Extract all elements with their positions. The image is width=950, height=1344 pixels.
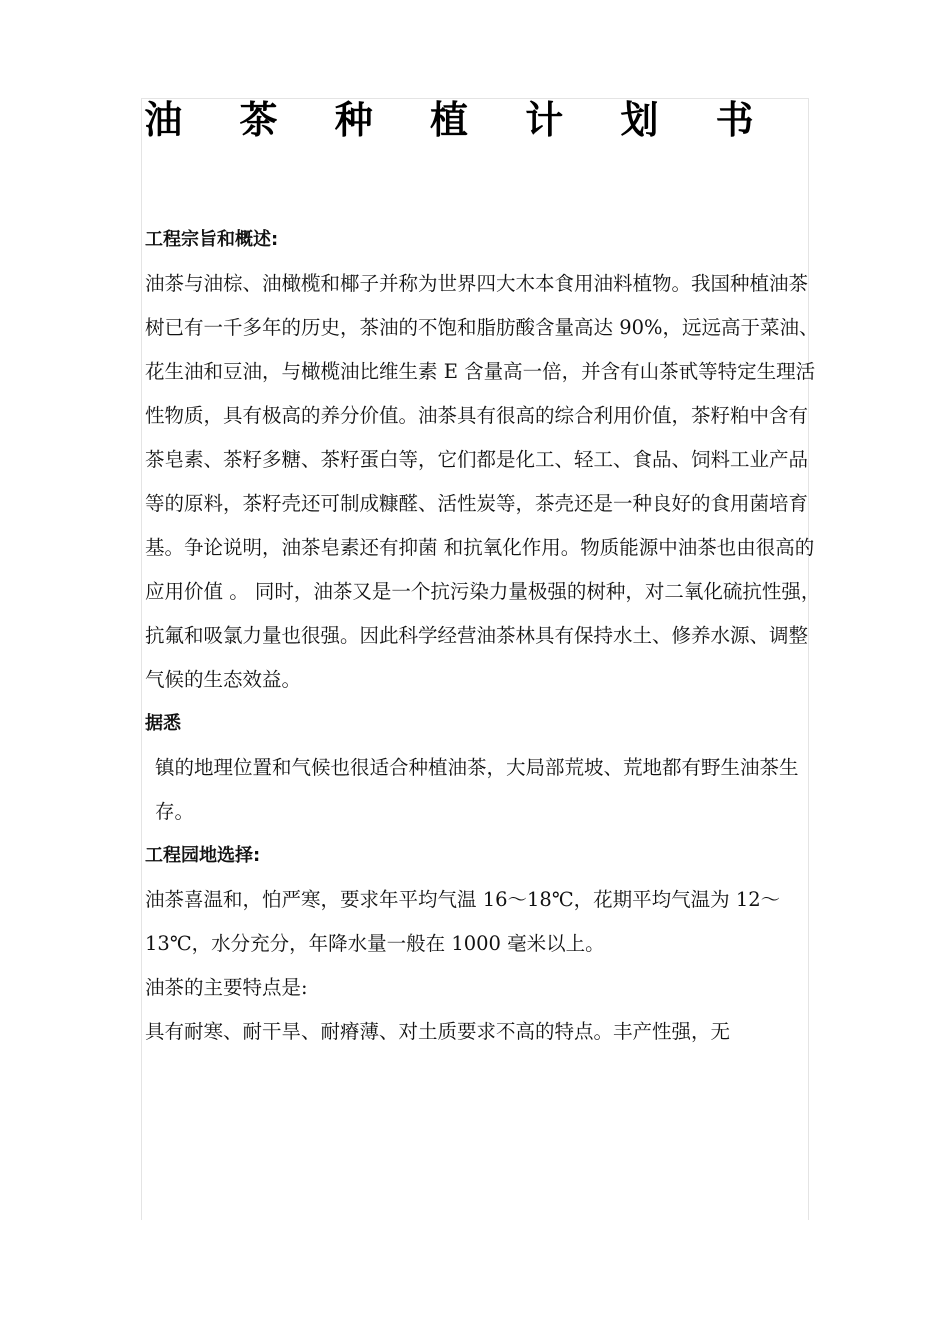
location-paragraph: 镇的地理位置和气候也很适合种植油茶，大局部荒坡、荒地都有野生油茶生存。 bbox=[155, 756, 799, 823]
climate-paragraph: 油茶喜温和，怕严寒，要求年平均气温 16～18℃，花期平均气温为 12～ 13℃，水分充分，年降水量一般在 1000 毫米以上。 bbox=[145, 888, 781, 955]
section-heading-reportedly: 据悉 bbox=[145, 713, 181, 734]
features-intro-paragraph: 油茶的主要特点是: bbox=[145, 976, 308, 999]
section-heading-site-selection: 工程园地选择: bbox=[145, 845, 261, 866]
document-title: 油 茶 种 植 计 划 书 bbox=[144, 98, 776, 142]
page-frame-left bbox=[141, 98, 142, 1220]
document-body bbox=[145, 218, 821, 1054]
overview-paragraph: 油茶与油棕、油橄榄和椰子并称为世界四大木本食用油料植物。我国种植油茶树已有一千多年的历史，茶油的不饱和脂肪酸含量高达 90%，远远高于菜油、花生油和豆油，与橄榄油比维生素 E 含量高一倍，并含有山茶甙等特定生理活性物质，具有极高的养分价值。油茶具有很高的综合利用价值，茶籽粕中含有茶皂素、茶籽多糖、茶籽蛋白等，它们都是化工、轻工、食品、饲料工业产品等的原料，茶籽壳还可制成糠醛、活性炭等，茶壳还是一种良好的食用菌培育基。争论说明，油茶皂素还有抑菌 和抗氧化作用。物质能源中油茶也由很高的应用价值 。 同时，油茶又是一个抗污染力量极强的树种，对二氧化硫抗性强，抗氟和吸氯力量也很强。因此科学经营油茶林具有保持水土、修养水源、调整气候的生态效益。 bbox=[145, 272, 821, 691]
features-paragraph: 具有耐寒、耐干旱、耐瘠薄、对土质要求不高的特点。丰产性强，无 bbox=[145, 1020, 731, 1043]
section-heading-overview: 工程宗旨和概述: bbox=[145, 229, 279, 250]
